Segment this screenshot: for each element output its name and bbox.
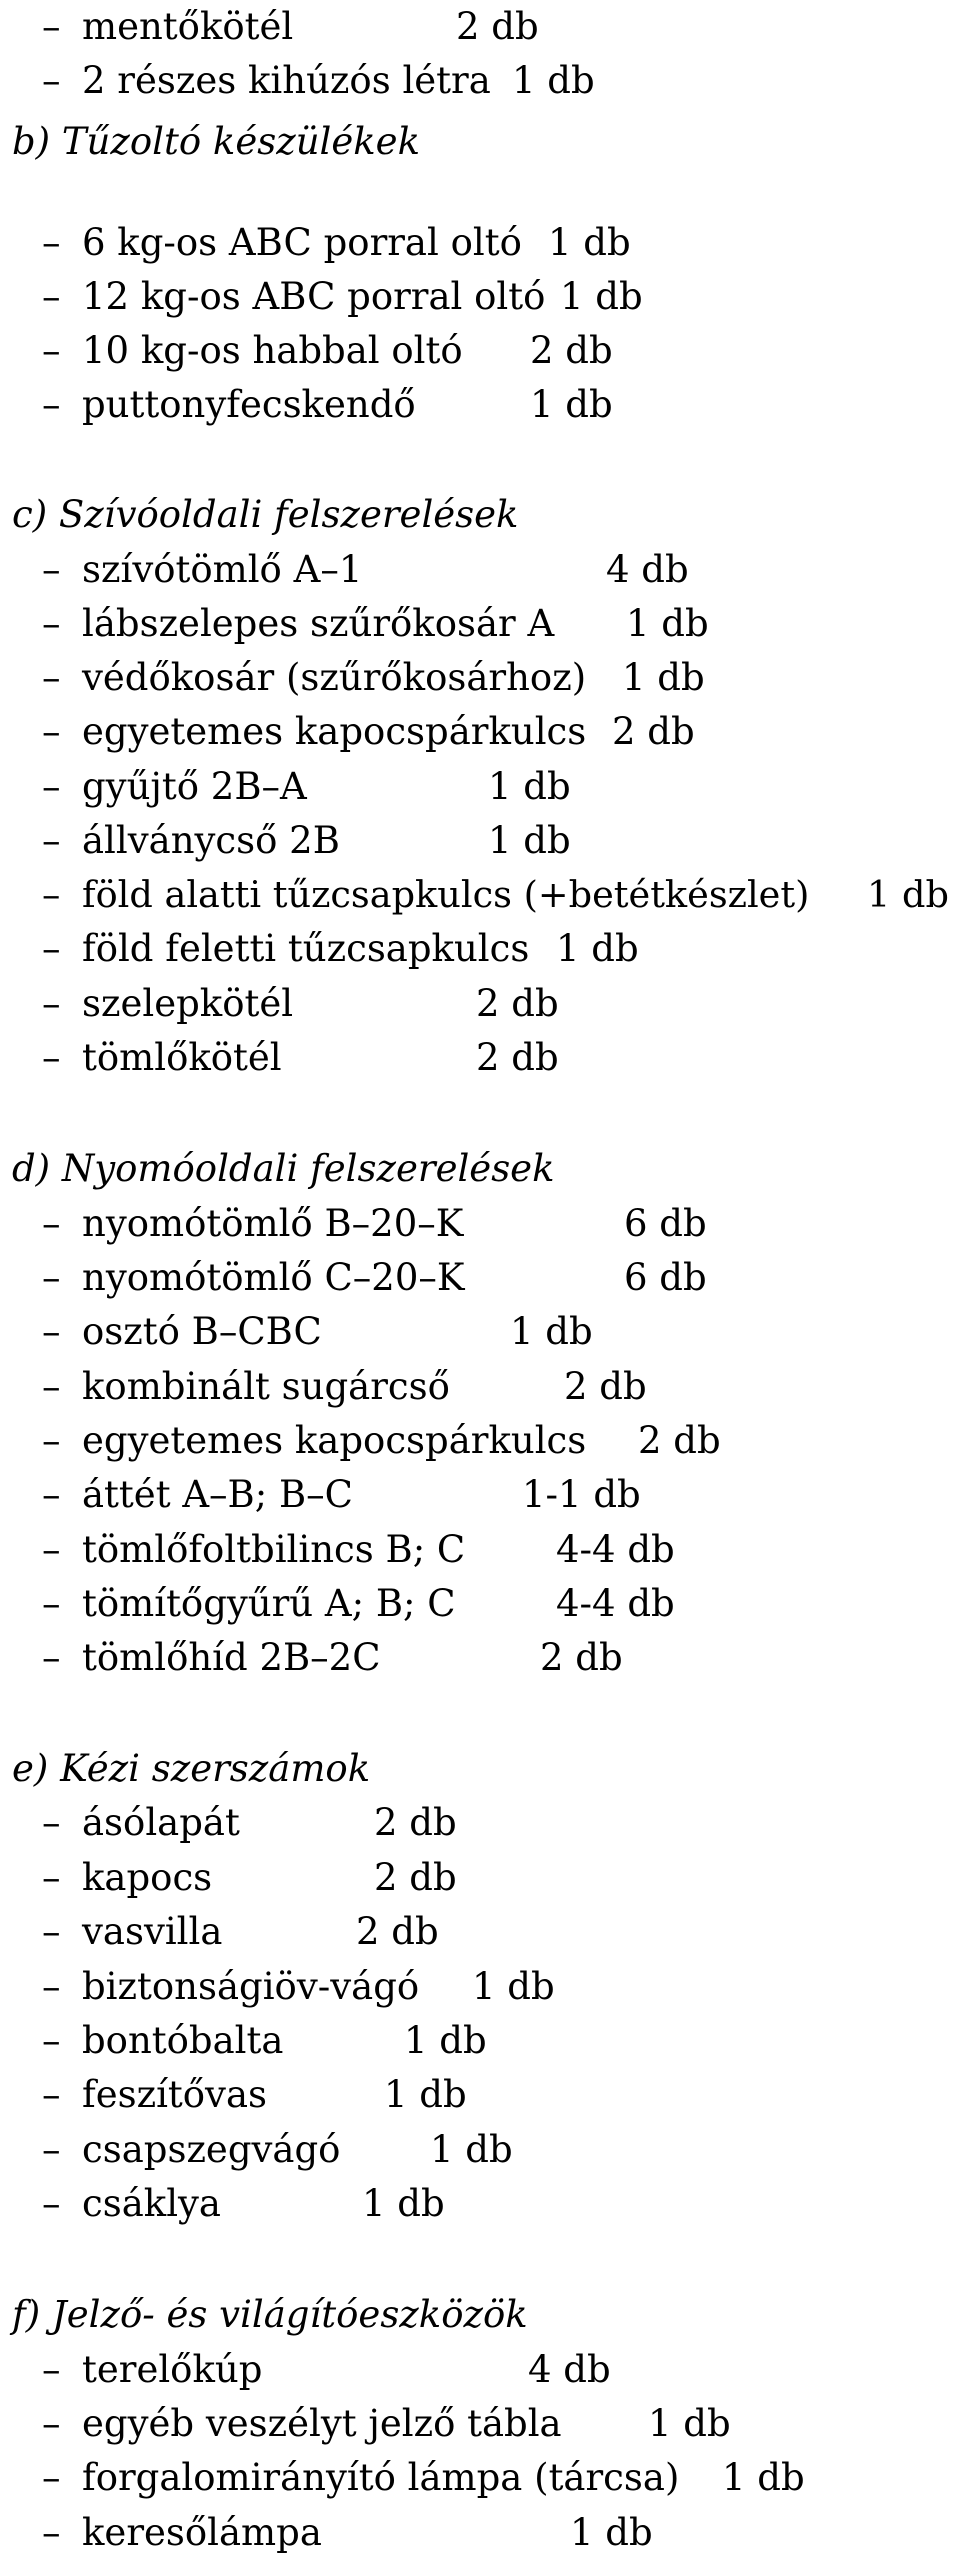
item-quantity: 4-4 db <box>556 1582 675 1625</box>
list-item-bontobalta <box>0 2014 960 2068</box>
item-name: osztó B–CBC <box>82 1310 322 1353</box>
item-name: nyomótömlő B–20–K <box>82 1202 464 1245</box>
list-item-nyomotomlo-c-20-k <box>0 1251 960 1305</box>
item-name: egyetemes kapocspárkulcs <box>82 1419 587 1462</box>
item-name: gyűjtő 2B–A <box>82 765 307 808</box>
list-item-csaklya <box>0 2177 960 2231</box>
list-dash: – <box>42 1528 61 1571</box>
list-dash: – <box>42 2019 61 2062</box>
item-quantity: 4-4 db <box>556 1528 675 1571</box>
item-quantity: 2 db <box>374 1856 457 1899</box>
list-dash: – <box>42 383 61 426</box>
item-name: lábszelepes szűrőkosár A <box>82 602 555 645</box>
list-dash: – <box>42 1636 61 1679</box>
list-item-10-kg-os-habbal-olto <box>0 324 960 378</box>
item-name: mentőkötél <box>82 5 294 48</box>
list-dash: – <box>42 710 61 753</box>
list-dash: – <box>42 1910 61 1953</box>
list-dash: – <box>42 2402 61 2445</box>
list-dash: – <box>42 5 61 48</box>
list-item-allvanycso-2b <box>0 814 960 868</box>
list-dash: – <box>42 1365 61 1408</box>
list-item-szelepkotel <box>0 977 960 1031</box>
section-heading-4: d) Nyomóoldali felszerelések <box>12 1147 555 1190</box>
item-quantity: 1-1 db <box>522 1473 641 1516</box>
list-dash: – <box>42 1256 61 1299</box>
item-name: bontóbalta <box>82 2019 284 2062</box>
item-name: tömítőgyűrű A; B; C <box>82 1582 456 1625</box>
list-item-gyujto-2b-a <box>0 760 960 814</box>
item-quantity: 1 db <box>384 2073 467 2116</box>
item-name: nyomótömlő C–20–K <box>82 1256 465 1299</box>
item-quantity: 1 db <box>488 765 571 808</box>
list-dash: – <box>42 656 61 699</box>
list-item-6-kg-os-abc-porral-olto <box>0 216 960 270</box>
list-item-tomlokotel <box>0 1031 960 1085</box>
list-dash: – <box>42 59 61 102</box>
item-quantity: 2 db <box>476 1036 559 1079</box>
list-item-terelokup <box>0 2343 960 2397</box>
list-dash: – <box>42 2128 61 2171</box>
item-quantity: 1 db <box>548 221 631 264</box>
item-quantity: 2 db <box>564 1365 647 1408</box>
list-dash: – <box>42 329 61 372</box>
list-dash: – <box>42 1582 61 1625</box>
item-name: 2 részes kihúzós létra <box>82 59 491 102</box>
list-dash: – <box>42 2182 61 2225</box>
item-name: terelőkúp <box>82 2348 263 2391</box>
list-dash: – <box>42 2073 61 2116</box>
list-dash: – <box>42 873 61 916</box>
list-dash: – <box>42 2456 61 2499</box>
item-name: 10 kg-os habbal oltó <box>82 329 463 372</box>
list-item-szivotomlo-a-1 <box>0 543 960 597</box>
list-dash: – <box>42 1419 61 1462</box>
list-dash: – <box>42 2511 61 2554</box>
item-quantity: 2 db <box>456 5 539 48</box>
list-dash: – <box>42 1473 61 1516</box>
list-item-asolapat <box>0 1796 960 1850</box>
item-name: 6 kg-os ABC porral oltó <box>82 221 522 264</box>
list-item-kapocs <box>0 1851 960 1905</box>
item-quantity: 1 db <box>556 927 639 970</box>
list-dash: – <box>42 982 61 1025</box>
list-item-kombinalt-sugarcso <box>0 1360 960 1414</box>
item-name: tömlőhíd 2B–2C <box>82 1636 381 1679</box>
section-heading-5: e) Kézi szerszámok <box>12 1747 371 1790</box>
list-item-oszto-b-cbc <box>0 1305 960 1359</box>
list-dash: – <box>42 548 61 591</box>
item-quantity: 2 db <box>374 1801 457 1844</box>
list-item-egyetemes-kapocsparkulcs <box>0 1414 960 1468</box>
item-quantity: 4 db <box>606 548 689 591</box>
list-item-attet-a-b-b-c <box>0 1468 960 1522</box>
item-quantity: 2 db <box>540 1636 623 1679</box>
item-quantity: 2 db <box>356 1910 439 1953</box>
item-name: kapocs <box>82 1856 213 1899</box>
item-name: vasvilla <box>82 1910 223 1953</box>
item-quantity: 1 db <box>512 59 595 102</box>
list-dash: – <box>42 927 61 970</box>
item-quantity: 2 db <box>530 329 613 372</box>
item-quantity: 2 db <box>476 982 559 1025</box>
list-item-tomlohid-2b-2c <box>0 1631 960 1685</box>
item-name: szelepkötél <box>82 982 294 1025</box>
list-dash: – <box>42 819 61 862</box>
list-item-vasvilla <box>0 1905 960 1959</box>
list-item-biztonsagiov-vago <box>0 1960 960 2014</box>
list-item-tomitogyuru-a-b-c <box>0 1577 960 1631</box>
list-dash: – <box>42 602 61 645</box>
item-name: egyetemes kapocspárkulcs <box>82 710 587 753</box>
item-name: állványcső 2B <box>82 819 340 862</box>
list-dash: – <box>42 1801 61 1844</box>
item-quantity: 1 db <box>510 1310 593 1353</box>
list-dash: – <box>42 1202 61 1245</box>
list-dash: – <box>42 1965 61 2008</box>
item-name: kombinált sugárcső <box>82 1365 450 1408</box>
list-dash: – <box>42 1310 61 1353</box>
item-quantity: 1 db <box>530 383 613 426</box>
item-quantity: 1 db <box>570 2511 653 2554</box>
item-name: védőkosár (szűrőkosárhoz) <box>82 656 587 699</box>
item-quantity: 1 db <box>622 656 705 699</box>
item-quantity: 6 db <box>624 1256 707 1299</box>
list-item-fold-alatti-tuzcsapkulcs-betetkeszlet <box>0 868 960 922</box>
item-quantity: 1 db <box>626 602 709 645</box>
list-dash: – <box>42 1036 61 1079</box>
item-name: csapszegvágó <box>82 2128 341 2171</box>
item-name: egyéb veszélyt jelző tábla <box>82 2402 562 2445</box>
list-dash: – <box>42 1856 61 1899</box>
item-quantity: 2 db <box>638 1419 721 1462</box>
item-name: forgalomirányító lámpa (tárcsa) <box>82 2456 680 2499</box>
item-quantity: 4 db <box>528 2348 611 2391</box>
item-quantity: 1 db <box>404 2019 487 2062</box>
item-quantity: 2 db <box>612 710 695 753</box>
item-name: puttonyfecskendő <box>82 383 416 426</box>
list-item-feszitovas <box>0 2068 960 2122</box>
section-heading-3: c) Szívóoldali felszerelések <box>12 493 519 536</box>
item-name: 12 kg-os ABC porral oltó <box>82 275 546 318</box>
item-quantity: 1 db <box>430 2128 513 2171</box>
item-quantity: 1 db <box>362 2182 445 2225</box>
list-item-csapszegvago <box>0 2123 960 2177</box>
list-item-keresolampa <box>0 2506 960 2560</box>
item-name: föld feletti tűzcsapkulcs <box>82 927 530 970</box>
list-item-labszelepes-szurokosar-a <box>0 597 960 651</box>
item-name: ásólapát <box>82 1801 240 1844</box>
list-dash: – <box>42 275 61 318</box>
item-quantity: 6 db <box>624 1202 707 1245</box>
item-name: biztonságiöv-vágó <box>82 1965 420 2008</box>
list-item-12-kg-os-abc-porral-olto <box>0 270 960 324</box>
item-name: keresőlámpa <box>82 2511 322 2554</box>
item-name: csáklya <box>82 2182 221 2225</box>
section-heading-6: f) Jelző- és világítóeszközök <box>12 2293 528 2336</box>
item-quantity: 1 db <box>648 2402 731 2445</box>
item-quantity: 1 db <box>722 2456 805 2499</box>
list-item-tomlofoltbilincs-b-c <box>0 1523 960 1577</box>
list-dash: – <box>42 2348 61 2391</box>
list-item-egyetemes-kapocsparkulcs <box>0 705 960 759</box>
item-name: tömlőkötél <box>82 1036 282 1079</box>
item-quantity: 1 db <box>488 819 571 862</box>
list-item-egyeb-veszelyt-jelzo-tabla <box>0 2397 960 2451</box>
item-name: feszítővas <box>82 2073 267 2116</box>
list-item-puttonyfecskendo <box>0 378 960 432</box>
item-quantity: 1 db <box>867 873 949 916</box>
list-dash: – <box>42 221 61 264</box>
item-name: tömlőfoltbilincs B; C <box>82 1528 466 1571</box>
list-item-nyomotomlo-b-20-k <box>0 1197 960 1251</box>
list-item-forgalomiranyito-lampa-tarcsa <box>0 2451 960 2505</box>
item-name: áttét A–B; B–C <box>82 1473 353 1516</box>
list-item-fold-feletti-tuzcsapkulcs <box>0 922 960 976</box>
list-item-2-reszes-kihuzos-letra <box>0 54 960 108</box>
section-heading-2: b) Tűzoltó készülékek <box>12 120 420 163</box>
item-quantity: 1 db <box>560 275 643 318</box>
item-name: föld alatti tűzcsapkulcs (+betétkészlet) <box>82 873 810 916</box>
list-dash: – <box>42 765 61 808</box>
item-name: szívótömlő A–1 <box>82 548 363 591</box>
item-quantity: 1 db <box>472 1965 555 2008</box>
list-item-vedokosar-szurokosarhoz <box>0 651 960 705</box>
list-item-mentokotel <box>0 0 960 54</box>
